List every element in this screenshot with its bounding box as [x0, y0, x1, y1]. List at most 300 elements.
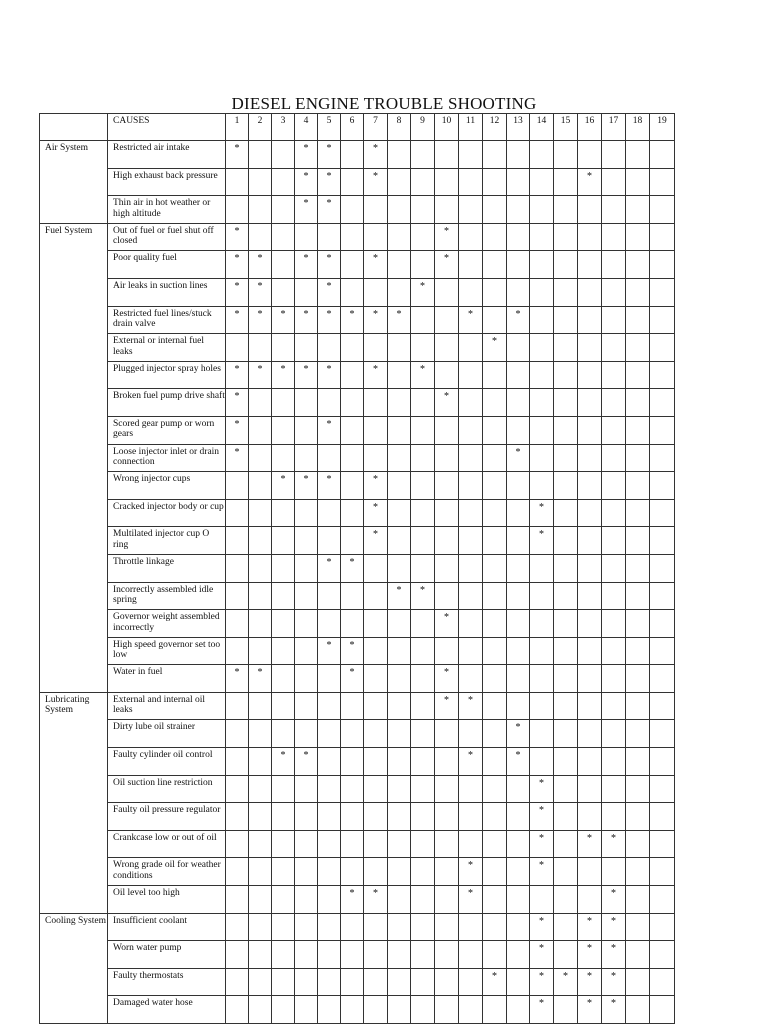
empty-cell — [364, 334, 388, 362]
empty-cell — [650, 968, 675, 996]
empty-cell — [650, 361, 675, 389]
table-row — [40, 913, 675, 941]
empty-cell — [602, 141, 626, 169]
empty-cell — [341, 278, 364, 306]
empty-cell — [272, 941, 295, 969]
empty-cell — [341, 748, 364, 776]
empty-cell — [483, 830, 507, 858]
empty-cell — [226, 720, 249, 748]
column-number-header: 10 — [435, 114, 459, 141]
cause-cell: Faulty oil pressure regulator — [108, 803, 226, 831]
system-name-cell: Cooling System — [40, 913, 108, 1023]
empty-cell — [364, 554, 388, 582]
empty-cell — [507, 913, 530, 941]
empty-cell — [388, 968, 411, 996]
empty-cell — [507, 416, 530, 444]
empty-cell — [554, 637, 578, 665]
symptom-mark: * — [249, 306, 272, 334]
symptom-mark: * — [226, 141, 249, 169]
symptom-mark: * — [602, 968, 626, 996]
empty-cell — [272, 610, 295, 638]
empty-cell — [411, 141, 435, 169]
empty-cell — [435, 444, 459, 472]
empty-cell — [295, 278, 318, 306]
empty-cell — [483, 748, 507, 776]
empty-cell — [650, 775, 675, 803]
empty-cell — [435, 278, 459, 306]
symptom-mark: * — [507, 444, 530, 472]
empty-cell — [459, 168, 483, 196]
empty-cell — [530, 582, 554, 610]
empty-cell — [249, 168, 272, 196]
empty-cell — [554, 886, 578, 914]
empty-cell — [295, 389, 318, 417]
empty-cell — [226, 334, 249, 362]
empty-cell — [602, 168, 626, 196]
empty-cell — [650, 554, 675, 582]
empty-cell — [530, 637, 554, 665]
empty-cell — [578, 858, 602, 886]
empty-cell — [411, 692, 435, 720]
empty-cell — [554, 913, 578, 941]
empty-cell — [459, 996, 483, 1024]
empty-cell — [483, 444, 507, 472]
empty-cell — [507, 830, 530, 858]
table-row — [40, 361, 675, 389]
empty-cell — [483, 692, 507, 720]
empty-cell — [602, 416, 626, 444]
empty-cell — [411, 968, 435, 996]
symptom-mark: * — [364, 499, 388, 527]
symptom-mark: * — [602, 941, 626, 969]
empty-cell — [226, 499, 249, 527]
empty-cell — [318, 748, 341, 776]
empty-cell — [530, 223, 554, 251]
empty-cell — [411, 416, 435, 444]
column-number-header: 1 — [226, 114, 249, 141]
empty-cell — [626, 499, 650, 527]
symptom-mark: * — [459, 886, 483, 914]
empty-cell — [578, 582, 602, 610]
empty-cell — [459, 444, 483, 472]
table-row — [40, 720, 675, 748]
table-row — [40, 582, 675, 610]
empty-cell — [483, 499, 507, 527]
cause-cell: Loose injector inlet or drain connection — [108, 444, 226, 472]
table-row — [40, 748, 675, 776]
empty-cell — [459, 334, 483, 362]
symptom-mark: * — [435, 251, 459, 279]
table-row — [40, 389, 675, 417]
empty-cell — [249, 913, 272, 941]
empty-cell — [626, 720, 650, 748]
symptom-mark: * — [226, 389, 249, 417]
empty-cell — [295, 803, 318, 831]
system-name-cell: Fuel System — [40, 223, 108, 692]
cause-cell: Water in fuel — [108, 665, 226, 693]
empty-cell — [364, 196, 388, 224]
symptom-mark: * — [388, 306, 411, 334]
empty-cell — [249, 858, 272, 886]
cause-cell: Restricted air intake — [108, 141, 226, 169]
empty-cell — [272, 223, 295, 251]
symptom-mark: * — [249, 278, 272, 306]
empty-cell — [295, 858, 318, 886]
symptom-mark: * — [411, 361, 435, 389]
empty-cell — [295, 775, 318, 803]
empty-cell — [459, 251, 483, 279]
empty-cell — [295, 830, 318, 858]
symptom-mark: * — [530, 996, 554, 1024]
table-row — [40, 803, 675, 831]
empty-cell — [388, 830, 411, 858]
symptom-mark: * — [318, 141, 341, 169]
empty-cell — [364, 941, 388, 969]
table-row — [40, 499, 675, 527]
empty-cell — [272, 334, 295, 362]
symptom-mark: * — [459, 306, 483, 334]
empty-cell — [459, 527, 483, 555]
empty-cell — [626, 334, 650, 362]
empty-cell — [341, 444, 364, 472]
empty-cell — [272, 278, 295, 306]
empty-cell — [295, 996, 318, 1024]
table-row — [40, 637, 675, 665]
empty-cell — [364, 278, 388, 306]
empty-cell — [578, 278, 602, 306]
empty-cell — [650, 913, 675, 941]
empty-cell — [650, 665, 675, 693]
cause-cell: Scored gear pump or worn gears — [108, 416, 226, 444]
empty-cell — [459, 582, 483, 610]
empty-cell — [341, 858, 364, 886]
symptom-mark: * — [272, 472, 295, 500]
empty-cell — [554, 720, 578, 748]
troubleshooting-table — [39, 113, 675, 1024]
empty-cell — [602, 361, 626, 389]
table-row — [40, 858, 675, 886]
empty-cell — [507, 692, 530, 720]
empty-cell — [318, 830, 341, 858]
empty-cell — [341, 251, 364, 279]
empty-cell — [295, 692, 318, 720]
empty-cell — [411, 941, 435, 969]
empty-cell — [483, 941, 507, 969]
empty-cell — [318, 527, 341, 555]
empty-cell — [507, 251, 530, 279]
table-row — [40, 251, 675, 279]
empty-cell — [578, 886, 602, 914]
empty-cell — [435, 830, 459, 858]
empty-cell — [435, 886, 459, 914]
empty-cell — [318, 582, 341, 610]
empty-cell — [388, 196, 411, 224]
empty-cell — [435, 141, 459, 169]
empty-cell — [411, 775, 435, 803]
empty-cell — [272, 444, 295, 472]
table-row — [40, 196, 675, 224]
empty-cell — [318, 858, 341, 886]
empty-cell — [272, 996, 295, 1024]
empty-cell — [507, 361, 530, 389]
table-row — [40, 830, 675, 858]
empty-cell — [626, 168, 650, 196]
empty-cell — [530, 886, 554, 914]
empty-cell — [602, 610, 626, 638]
table-row — [40, 554, 675, 582]
cause-cell: Governor weight assembled incorrectly — [108, 610, 226, 638]
header-row — [40, 114, 675, 141]
empty-cell — [364, 637, 388, 665]
empty-cell — [388, 610, 411, 638]
empty-cell — [602, 720, 626, 748]
table-row — [40, 334, 675, 362]
empty-cell — [554, 251, 578, 279]
empty-cell — [226, 913, 249, 941]
empty-cell — [459, 472, 483, 500]
empty-cell — [459, 913, 483, 941]
empty-cell — [602, 665, 626, 693]
empty-cell — [341, 223, 364, 251]
empty-cell — [318, 665, 341, 693]
empty-cell — [554, 748, 578, 776]
symptom-mark: * — [226, 444, 249, 472]
empty-cell — [483, 665, 507, 693]
symptom-mark: * — [530, 858, 554, 886]
empty-cell — [411, 913, 435, 941]
table-row — [40, 416, 675, 444]
empty-cell — [507, 389, 530, 417]
empty-cell — [388, 499, 411, 527]
empty-cell — [226, 610, 249, 638]
empty-cell — [507, 472, 530, 500]
empty-cell — [295, 886, 318, 914]
empty-cell — [530, 196, 554, 224]
empty-cell — [626, 610, 650, 638]
empty-cell — [578, 527, 602, 555]
empty-cell — [249, 527, 272, 555]
empty-cell — [578, 416, 602, 444]
symptom-mark: * — [318, 168, 341, 196]
empty-cell — [388, 748, 411, 776]
empty-cell — [272, 141, 295, 169]
symptom-mark: * — [364, 141, 388, 169]
empty-cell — [578, 251, 602, 279]
symptom-mark: * — [295, 251, 318, 279]
symptom-mark: * — [435, 223, 459, 251]
empty-cell — [530, 334, 554, 362]
empty-cell — [341, 141, 364, 169]
empty-cell — [530, 665, 554, 693]
symptom-mark: * — [341, 886, 364, 914]
column-number-header: 15 — [554, 114, 578, 141]
empty-cell — [364, 444, 388, 472]
symptom-mark: * — [483, 968, 507, 996]
empty-cell — [341, 334, 364, 362]
empty-cell — [411, 554, 435, 582]
empty-cell — [578, 223, 602, 251]
empty-cell — [626, 582, 650, 610]
empty-cell — [341, 196, 364, 224]
empty-cell — [249, 334, 272, 362]
empty-cell — [602, 444, 626, 472]
empty-cell — [602, 389, 626, 417]
cause-cell: Throttle linkage — [108, 554, 226, 582]
empty-cell — [249, 582, 272, 610]
symptom-mark: * — [411, 582, 435, 610]
empty-cell — [435, 416, 459, 444]
empty-cell — [650, 803, 675, 831]
symptom-mark: * — [341, 637, 364, 665]
empty-cell — [388, 223, 411, 251]
empty-cell — [459, 830, 483, 858]
empty-cell — [650, 720, 675, 748]
table-row — [40, 886, 675, 914]
empty-cell — [578, 720, 602, 748]
cause-cell: Restricted fuel lines/stuck drain valve — [108, 306, 226, 334]
empty-cell — [249, 141, 272, 169]
cause-cell: Incorrectly assembled idle spring — [108, 582, 226, 610]
empty-cell — [483, 389, 507, 417]
cause-cell: Damaged water hose — [108, 996, 226, 1024]
empty-cell — [530, 610, 554, 638]
column-number-header: 3 — [272, 114, 295, 141]
symptom-mark: * — [295, 141, 318, 169]
empty-cell — [554, 582, 578, 610]
empty-cell — [602, 692, 626, 720]
empty-cell — [249, 748, 272, 776]
empty-cell — [249, 610, 272, 638]
empty-cell — [388, 803, 411, 831]
empty-cell — [459, 499, 483, 527]
empty-cell — [459, 720, 483, 748]
symptom-mark: * — [295, 196, 318, 224]
empty-cell — [388, 720, 411, 748]
symptom-mark: * — [272, 361, 295, 389]
empty-cell — [650, 996, 675, 1024]
cause-cell: Plugged injector spray holes — [108, 361, 226, 389]
empty-cell — [318, 692, 341, 720]
empty-cell — [483, 858, 507, 886]
symptom-mark: * — [459, 692, 483, 720]
empty-cell — [507, 775, 530, 803]
empty-cell — [295, 968, 318, 996]
empty-cell — [530, 278, 554, 306]
symptom-mark: * — [578, 968, 602, 996]
table-row — [40, 223, 675, 251]
empty-cell — [295, 582, 318, 610]
empty-cell — [602, 278, 626, 306]
empty-cell — [411, 637, 435, 665]
empty-cell — [554, 775, 578, 803]
empty-cell — [650, 416, 675, 444]
empty-cell — [507, 803, 530, 831]
empty-cell — [364, 389, 388, 417]
empty-cell — [554, 610, 578, 638]
empty-cell — [226, 886, 249, 914]
symptom-mark: * — [459, 858, 483, 886]
empty-cell — [626, 941, 650, 969]
empty-cell — [249, 775, 272, 803]
empty-cell — [483, 720, 507, 748]
empty-cell — [249, 886, 272, 914]
empty-cell — [554, 803, 578, 831]
empty-cell — [341, 996, 364, 1024]
empty-cell — [483, 582, 507, 610]
symptom-mark: * — [578, 941, 602, 969]
empty-cell — [602, 582, 626, 610]
empty-cell — [226, 637, 249, 665]
empty-cell — [411, 803, 435, 831]
symptom-mark: * — [578, 996, 602, 1024]
table-row — [40, 968, 675, 996]
symptom-mark: * — [602, 913, 626, 941]
empty-cell — [435, 334, 459, 362]
empty-cell — [388, 168, 411, 196]
empty-cell — [650, 444, 675, 472]
empty-cell — [626, 223, 650, 251]
cause-cell: High speed governor set too low — [108, 637, 226, 665]
empty-cell — [626, 251, 650, 279]
column-number-header: 9 — [411, 114, 435, 141]
empty-cell — [459, 196, 483, 224]
empty-cell — [626, 913, 650, 941]
empty-cell — [435, 775, 459, 803]
empty-cell — [272, 527, 295, 555]
empty-cell — [578, 306, 602, 334]
symptom-mark: * — [364, 527, 388, 555]
column-number-header: 2 — [249, 114, 272, 141]
empty-cell — [364, 582, 388, 610]
empty-cell — [530, 251, 554, 279]
empty-cell — [554, 996, 578, 1024]
cause-cell: Worn water pump — [108, 941, 226, 969]
empty-cell — [435, 913, 459, 941]
empty-cell — [295, 499, 318, 527]
empty-cell — [318, 223, 341, 251]
empty-cell — [554, 472, 578, 500]
symptom-mark: * — [318, 554, 341, 582]
cause-cell: Cracked injector body or cup — [108, 499, 226, 527]
empty-cell — [272, 692, 295, 720]
empty-cell — [411, 334, 435, 362]
empty-cell — [341, 803, 364, 831]
empty-cell — [459, 278, 483, 306]
empty-cell — [341, 361, 364, 389]
column-number-header: 8 — [388, 114, 411, 141]
cause-cell: Oil suction line restriction — [108, 775, 226, 803]
empty-cell — [507, 996, 530, 1024]
empty-cell — [411, 499, 435, 527]
empty-cell — [295, 637, 318, 665]
empty-cell — [483, 196, 507, 224]
empty-cell — [459, 389, 483, 417]
empty-cell — [411, 527, 435, 555]
empty-cell — [435, 748, 459, 776]
empty-cell — [435, 472, 459, 500]
empty-cell — [626, 886, 650, 914]
empty-cell — [226, 692, 249, 720]
empty-cell — [483, 913, 507, 941]
empty-cell — [435, 196, 459, 224]
empty-cell — [388, 941, 411, 969]
empty-cell — [411, 223, 435, 251]
empty-cell — [249, 692, 272, 720]
empty-cell — [226, 168, 249, 196]
empty-cell — [530, 416, 554, 444]
empty-cell — [295, 527, 318, 555]
empty-cell — [249, 637, 272, 665]
